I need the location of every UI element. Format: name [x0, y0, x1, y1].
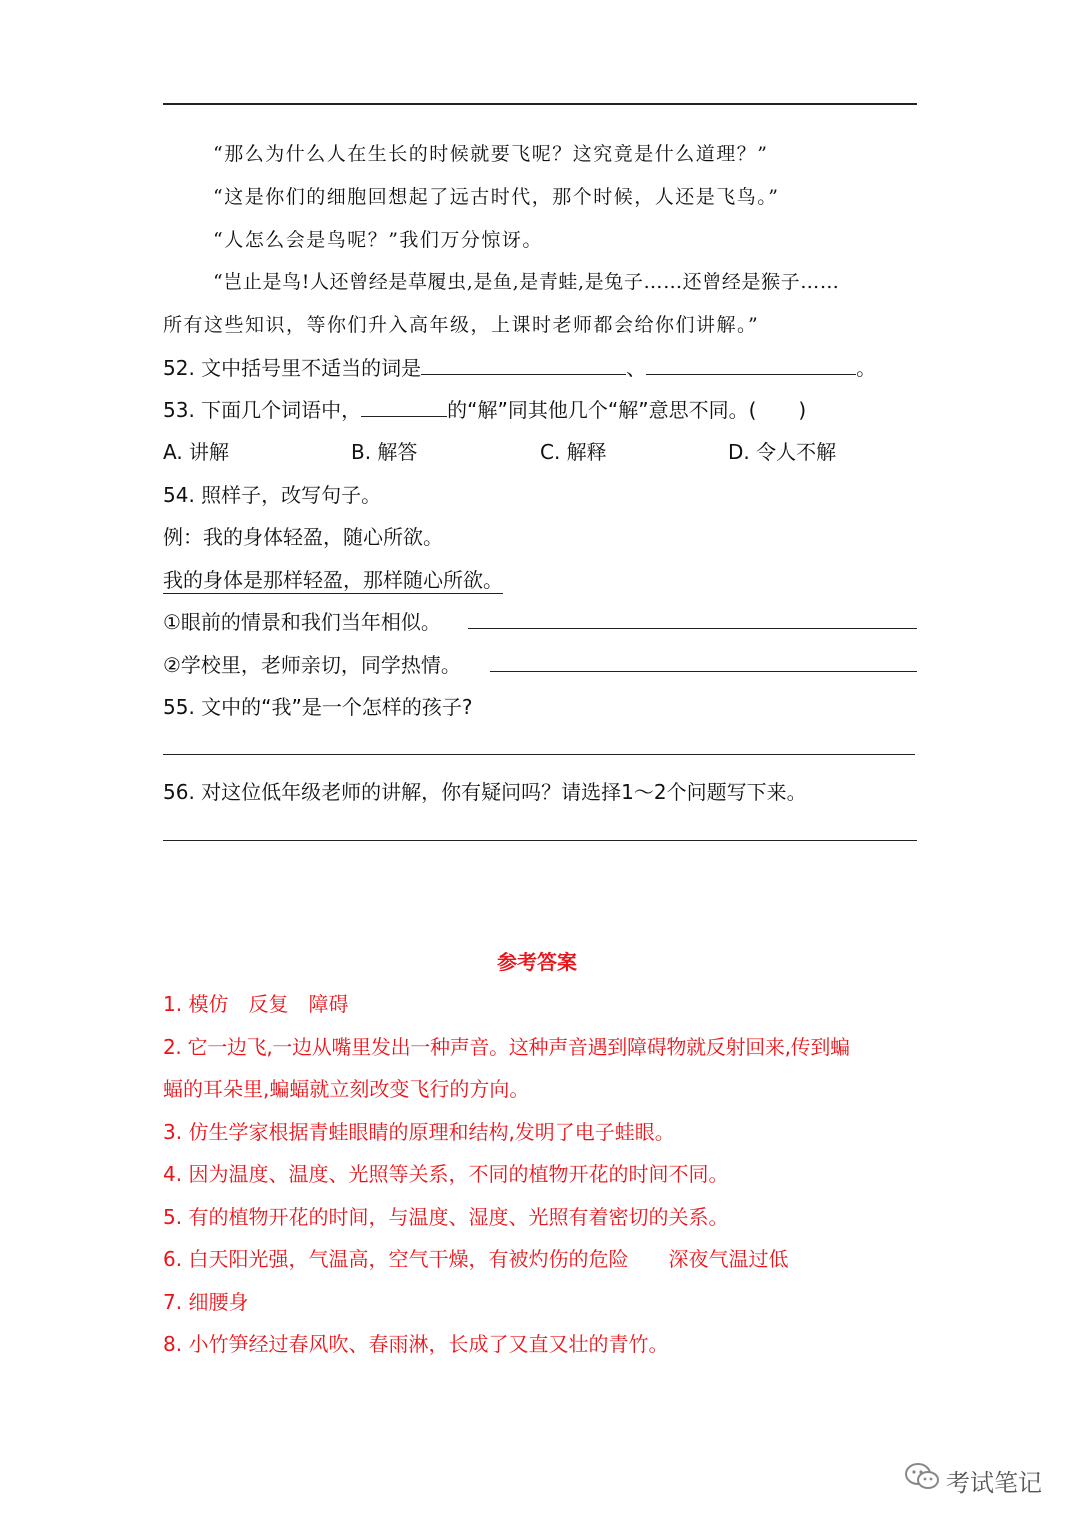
answer-item-2-cont: 蝠的耳朵里,蝙蝠就立刻改变飞行的方向。 — [163, 1077, 530, 1101]
passage-line-4: “岂止是鸟!人还曾经是草履虫,是鱼,是青蛙,是兔子……还曾经是猴子…… — [213, 271, 840, 293]
option-c[interactable]: C. 解释 — [540, 440, 607, 464]
passage-line-1: “那么为什么人在生长的时候就要飞呢？这究竟是什么道理？” — [213, 143, 769, 165]
watermark-text: 考试笔记 — [946, 1468, 1042, 1497]
question-53-close: ) — [798, 398, 807, 422]
answer-item-1: 1. 模仿 反复 障碍 — [163, 992, 349, 1016]
top-rule — [163, 103, 917, 105]
answer-item-7: 7. 细腰身 — [163, 1290, 249, 1314]
question-54: 54. 照样子，改写句子。 — [163, 483, 382, 507]
question-52-sep: 、 — [626, 356, 647, 380]
question-53-post: 的“解”同其他几个“解”意思不同。( — [447, 398, 757, 422]
example-sentence: 例：我的身体轻盈，随心所欲。 — [163, 525, 443, 549]
watermark — [904, 1462, 1042, 1498]
answer-item-5: 5. 有的植物开花的时间，与温度、湿度、光照有着密切的关系。 — [163, 1205, 729, 1229]
answer-item-2: 2. 它一边飞,一边从嘴里发出一种声音。这种声音遇到障碍物就反射回来,传到蝙 — [163, 1035, 850, 1059]
item-1 — [163, 606, 441, 635]
item-2-text: ②学校里，老师亲切，同学热情。 — [163, 653, 461, 677]
wechat-icon — [904, 1462, 940, 1498]
option-b[interactable]: B. 解答 — [351, 440, 418, 464]
passage-line-3: “人怎么会是鸟呢？”我们万分惊讶。 — [213, 229, 543, 251]
answer-item-8: 8. 小竹笋经过春风吹、春雨淋，长成了又直又壮的青竹。 — [163, 1332, 669, 1356]
answer-item-6: 6. 白天阳光强，气温高，空气干燥，有被灼伤的危险 深夜气温过低 — [163, 1247, 789, 1271]
example-answer: 我的身体是那样轻盈，那样随心所欲。 — [163, 568, 503, 592]
answers-title: 参考答案 — [497, 950, 577, 974]
question-53 — [163, 394, 806, 423]
item-1-text: ①眼前的情景和我们当年相似。 — [163, 610, 441, 634]
question-52-text: 52. 文中括号里不适当的词是 — [163, 356, 422, 380]
option-d[interactable]: D. 令人不解 — [728, 440, 837, 464]
answer-blank-53[interactable] — [361, 398, 447, 417]
passage-line-2: “这是你们的细胞回想起了远古时代，那个时候，人还是飞鸟。” — [213, 186, 780, 208]
answer-line-item-1[interactable] — [468, 628, 917, 629]
question-56: 56. 对这位低年级老师的讲解，你有疑问吗？请选择1～2个问题写下来。 — [163, 780, 807, 804]
item-2 — [163, 649, 461, 678]
answer-line-item-2[interactable] — [490, 671, 917, 672]
answer-blank-52a[interactable] — [421, 356, 626, 375]
option-a[interactable]: A. 讲解 — [163, 440, 230, 464]
question-52 — [163, 352, 876, 381]
passage-line-5: 所有这些知识，等你们升入高年级，上课时老师都会给你们讲解。” — [163, 314, 760, 336]
question-53-pre: 53. 下面几个词语中， — [163, 398, 362, 422]
question-55: 55. 文中的“我”是一个怎样的孩子? — [163, 695, 473, 719]
answer-blank-52b[interactable] — [646, 356, 856, 375]
answer-line-56[interactable] — [163, 840, 917, 841]
answer-item-4: 4. 因为温度、温度、光照等关系，不同的植物开花的时间不同。 — [163, 1162, 729, 1186]
question-52-end: 。 — [856, 356, 877, 380]
answer-item-3: 3. 仿生学家根据青蛙眼睛的原理和结构,发明了电子蛙眼。 — [163, 1120, 675, 1144]
answer-line-55[interactable] — [163, 754, 915, 755]
